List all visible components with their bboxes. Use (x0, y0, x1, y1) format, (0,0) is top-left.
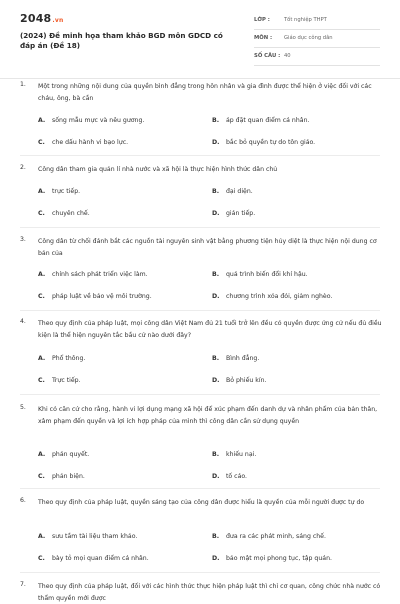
option-text: quá trình biến đổi khí hậu. (226, 271, 308, 278)
divider (20, 155, 380, 156)
option-letter: B. (212, 355, 220, 362)
option-b[interactable] (212, 531, 326, 542)
option-d[interactable] (212, 471, 247, 482)
option-letter: A. (38, 451, 46, 458)
option-letter: A. (38, 533, 46, 540)
option-text: đưa ra các phát minh, sáng chế. (226, 533, 326, 540)
question-number: 5. (20, 404, 26, 411)
option-letter: A. (38, 271, 46, 278)
option-text: chính sách phát triển việc làm. (52, 271, 148, 278)
option-letter: C. (38, 555, 45, 562)
option-letter: A. (38, 117, 46, 124)
option-b[interactable] (212, 449, 256, 460)
divider (20, 394, 380, 395)
question-number: 7. (20, 581, 26, 588)
divider (20, 488, 380, 489)
divider (20, 310, 380, 311)
question-number: 1. (20, 81, 26, 88)
option-letter: C. (38, 139, 45, 146)
option-text: sưu tầm tài liệu tham khảo. (52, 533, 138, 540)
option-d[interactable] (212, 375, 266, 386)
option-a[interactable] (38, 531, 137, 542)
option-letter: C. (38, 473, 45, 480)
option-a[interactable] (38, 269, 148, 280)
option-text: chương trình xóa đói, giảm nghèo. (226, 293, 333, 300)
option-a[interactable] (38, 353, 85, 364)
option-letter: C. (38, 210, 45, 217)
option-letter: B. (212, 117, 220, 124)
option-text: sống mẫu mực và nêu gương. (52, 117, 145, 124)
question-number: 6. (20, 497, 26, 504)
option-text: khiếu nại. (226, 451, 257, 458)
option-text: bảo mật mọi phong tục, tập quán. (226, 555, 332, 562)
option-b[interactable] (212, 269, 308, 280)
option-text: gián tiếp. (226, 210, 256, 217)
meta-value: 40 (284, 53, 291, 59)
option-text: đại diện. (226, 188, 253, 195)
divider (20, 572, 380, 573)
option-letter: B. (212, 533, 220, 540)
question-text: Khi có căn cứ cho rằng, hành vi lợi dụng mạng xã hội để xúc phạm đến danh dự và nhân phẩm của bản thân, xâm phạm đến quyền và lợi ích hợp pháp của mình thì công dân cần sử dụng quyền (38, 406, 378, 425)
option-b[interactable] (212, 115, 309, 126)
option-b[interactable] (212, 353, 259, 364)
option-letter: B. (212, 451, 220, 458)
option-b[interactable] (212, 186, 253, 197)
option-c[interactable] (38, 553, 149, 564)
option-letter: D. (212, 377, 220, 384)
option-text: bắc bỏ quyền tự do tôn giáo. (226, 139, 316, 146)
option-letter: B. (212, 271, 220, 278)
option-letter: D. (212, 555, 220, 562)
document-title: (2024) Đề minh họa tham khảo BGD môn GDCD có đáp án (Đề 18) (20, 31, 223, 50)
header (0, 0, 400, 79)
meta-label: SỐ CÂU : (254, 53, 281, 59)
option-text: Trực tiếp. (52, 377, 81, 384)
option-a[interactable] (38, 115, 144, 126)
meta-row-count (254, 51, 380, 66)
option-letter: C. (38, 293, 45, 300)
option-text: phản biện. (52, 473, 85, 480)
option-text: áp đặt quan điểm cá nhân. (226, 117, 310, 124)
option-d[interactable] (212, 553, 332, 564)
option-d[interactable] (212, 208, 255, 219)
option-a[interactable] (38, 186, 80, 197)
option-letter: D. (212, 473, 220, 480)
option-c[interactable] (38, 137, 128, 148)
meta-label: MÔN : (254, 35, 273, 41)
option-a[interactable] (38, 449, 89, 460)
option-text: phán quyết. (52, 451, 90, 458)
logo-tld: .vn (52, 17, 64, 24)
meta-label: LỚP : (254, 17, 270, 23)
question-number: 2. (20, 164, 26, 171)
option-letter: D. (212, 139, 220, 146)
question-text: Công dân từ chối đánh bắt các nguồn tài nguyên sinh vật bằng phương tiện hủy diệt là thực hiện nội dung cơ bản của (38, 238, 377, 257)
option-text: bày tỏ mọi quan điểm cá nhân. (52, 555, 149, 562)
meta-row-class (254, 15, 380, 30)
question-text: Theo quy định của pháp luật, mọi công dân Việt Nam đủ 21 tuổi trở lên đều có quyền được ứng cử nếu đủ điều kiện là thể hiện nguyên tắc bầu cử nào dưới đây? (38, 320, 382, 339)
divider (20, 227, 380, 228)
option-c[interactable] (38, 471, 85, 482)
option-text: tố cáo. (226, 473, 248, 480)
site-logo[interactable] (20, 12, 63, 25)
option-text: Bỏ phiếu kín. (226, 377, 267, 384)
option-text: Phổ thông. (52, 355, 86, 362)
option-text: Bình đẳng. (226, 355, 260, 362)
option-text: pháp luật về bảo vệ môi trường. (52, 293, 152, 300)
meta-info (254, 15, 380, 69)
question-text: Công dân tham gia quản lí nhà nước và xã hội là thực hiện hình thức dân chủ (38, 166, 278, 173)
option-c[interactable] (38, 208, 90, 219)
meta-row-subject (254, 33, 380, 48)
option-letter: A. (38, 355, 46, 362)
question-text: Một trong những nội dung của quyền bình đẳng trong hôn nhân và gia đình được thể hiện ở việc đối với các cháu, ông, bà cần (38, 83, 372, 102)
option-text: chuyên chế. (52, 210, 90, 217)
option-letter: B. (212, 188, 220, 195)
option-letter: C. (38, 377, 45, 384)
question-text: Theo quy định của pháp luật, quyền sáng tạo của công dân được hiểu là quyền của mỗi người được tự do (38, 499, 365, 506)
option-text: trực tiếp. (52, 188, 81, 195)
option-c[interactable] (38, 291, 152, 302)
question-number: 3. (20, 236, 26, 243)
option-letter: D. (212, 293, 220, 300)
option-d[interactable] (212, 137, 315, 148)
option-letter: A. (38, 188, 46, 195)
question-number: 4. (20, 318, 26, 325)
question-text: Theo quy định của pháp luật, đối với các hình thức thực hiện pháp luật thì chỉ cơ quan, công chức nhà nước có thẩm quyền mới được (38, 583, 381, 602)
option-c[interactable] (38, 375, 81, 386)
logo-main: 2048 (20, 12, 52, 25)
option-d[interactable] (212, 291, 332, 302)
option-letter: D. (212, 210, 220, 217)
meta-value: Tốt nghiệp THPT (284, 17, 327, 23)
meta-value: Giáo dục công dân (284, 35, 333, 41)
option-text: che dấu hành vi bạo lực. (52, 139, 129, 146)
